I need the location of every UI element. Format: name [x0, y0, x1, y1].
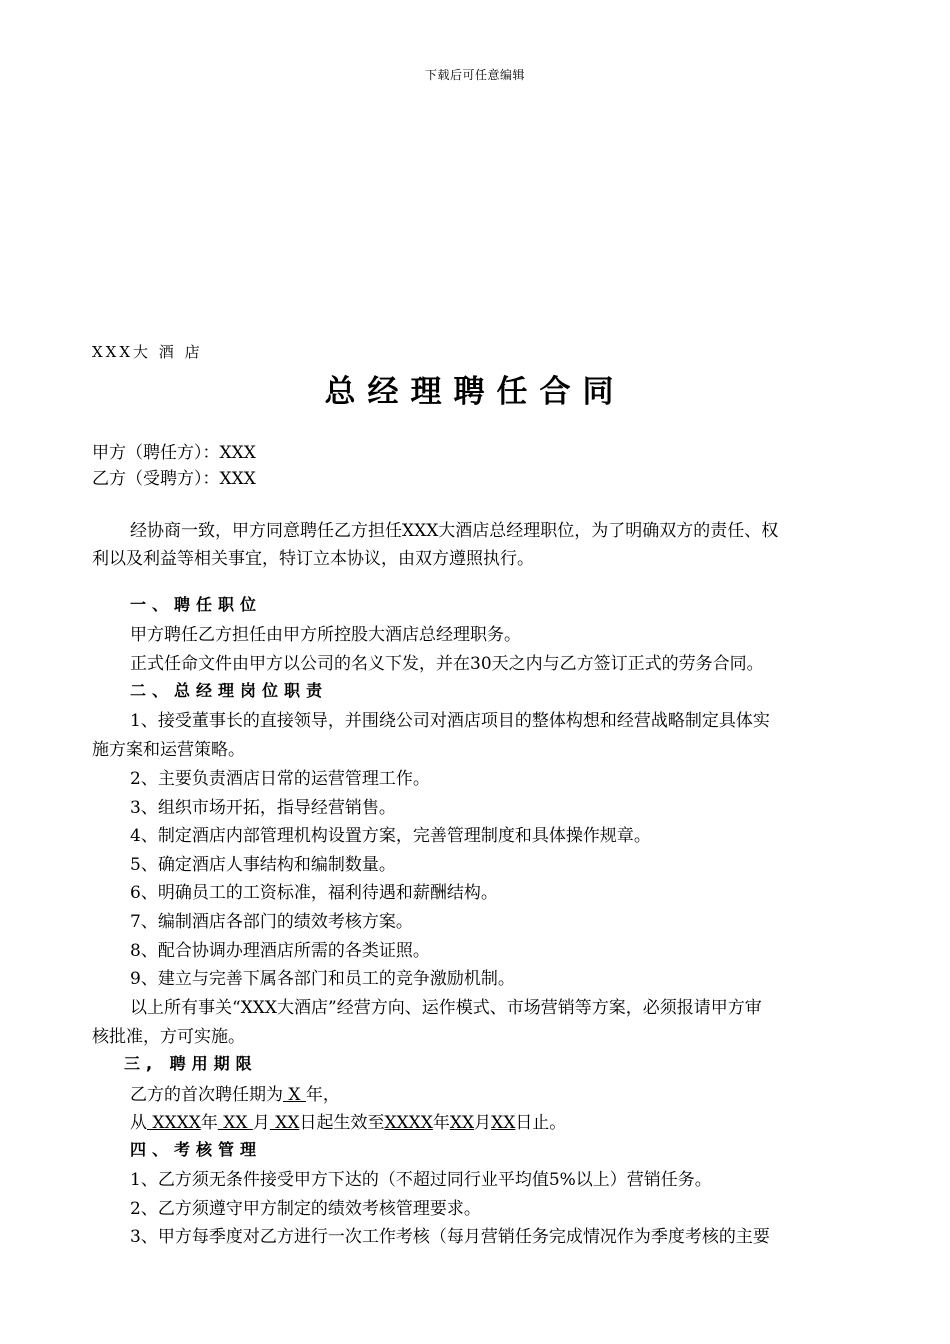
assessment-item: 1、乙方须无条件接受甲方下达的（不超过同行业平均值5%以上）营销任务。 — [130, 1170, 712, 1190]
duty-item-1-line-1: 1、接受董事长的直接领导，并围绕公司对酒店项目的整体构想和经营战略制定具体实 — [130, 711, 770, 731]
term-suffix: 年， — [305, 1085, 340, 1105]
section-2-heading: 二、总经理岗位职责 — [130, 681, 329, 700]
date-text: 从 — [130, 1113, 147, 1133]
intro-line-2: 利以及利益等相关事宜，特订立本协议，由双方遵照执行。 — [92, 549, 534, 569]
duty-item: 8、配合协调办理酒店所需的各类证照。 — [130, 941, 430, 961]
hotel-name: XXX大 酒 店 — [92, 343, 203, 361]
duty-item: 2、主要负责酒店日常的运营管理工作。 — [130, 769, 430, 789]
end-day-blank: XX — [491, 1113, 516, 1133]
section-1-heading: 一、聘任职位 — [130, 595, 263, 614]
date-text: 日起生效至 — [299, 1113, 385, 1133]
start-month-blank: XX — [217, 1113, 253, 1133]
date-range-line — [130, 1108, 900, 1133]
term-years-blank: X — [283, 1085, 306, 1105]
section-2-note-line-2: 核批准，方可实施。 — [92, 1027, 245, 1047]
duty-item: 6、明确员工的工资标准，福利待遇和薪酬结构。 — [130, 883, 498, 903]
end-year-blank: XXXX — [384, 1113, 433, 1133]
duty-item: 4、制定酒店内部管理机构设置方案，完善管理制度和具体操作规章。 — [130, 826, 651, 846]
section-1-para-2: 正式任命文件由甲方以公司的名义下发，并在30天之内与乙方签订正式的劳务合同。 — [130, 654, 764, 674]
page-header: 下载后可任意编辑 — [424, 68, 525, 82]
term-prefix: 乙方的首次聘任期为 — [130, 1085, 283, 1105]
date-text: 年 — [432, 1113, 450, 1133]
start-day-blank: XX — [269, 1113, 300, 1133]
section-1-para-1: 甲方聘任乙方担任由甲方所控股大酒店总经理职务。 — [130, 625, 521, 645]
assessment-item: 3、甲方每季度对乙方进行一次工作考核（每月营销任务完成情况作为季度考核的主要 — [130, 1227, 770, 1247]
party-b: 乙方（受聘方）：XXX — [92, 469, 256, 489]
end-month-blank: XX — [449, 1113, 475, 1133]
document-title: 总经理聘任合同 — [324, 374, 626, 410]
duty-item: 9、建立与完善下属各部门和员工的竞争激励机制。 — [130, 969, 515, 989]
duty-item: 3、组织市场开拓，指导经营销售。 — [130, 798, 396, 818]
date-text: 日止。 — [515, 1113, 567, 1133]
section-2-note-line-1: 以上所有事关“XXX大酒店”经营方向、运作模式、市场营销等方案，必须报请甲方审 — [130, 998, 762, 1018]
date-text: 月 — [252, 1113, 270, 1133]
date-text: 月 — [474, 1113, 492, 1133]
party-a: 甲方（聘任方）：XXX — [92, 443, 256, 463]
assessment-item: 2、乙方须遵守甲方制定的绩效考核管理要求。 — [130, 1199, 481, 1219]
section-4-heading: 四、考核管理 — [130, 1140, 263, 1159]
date-text: 年 — [200, 1113, 218, 1133]
start-year-blank: XXXX — [147, 1113, 201, 1133]
duty-item: 5、确定酒店人事结构和编制数量。 — [130, 855, 396, 875]
section-3-heading: 三, 聘用期限 — [124, 1054, 258, 1073]
duty-item: 7、编制酒店各部门的绩效考核方案。 — [130, 912, 413, 932]
duty-item-1-line-2: 施方案和运营策略。 — [92, 740, 245, 760]
intro-line-1: 经协商一致，甲方同意聘任乙方担任XXX大酒店总经理职位，为了明确双方的责任、权 — [130, 521, 779, 541]
term-line — [130, 1080, 900, 1105]
